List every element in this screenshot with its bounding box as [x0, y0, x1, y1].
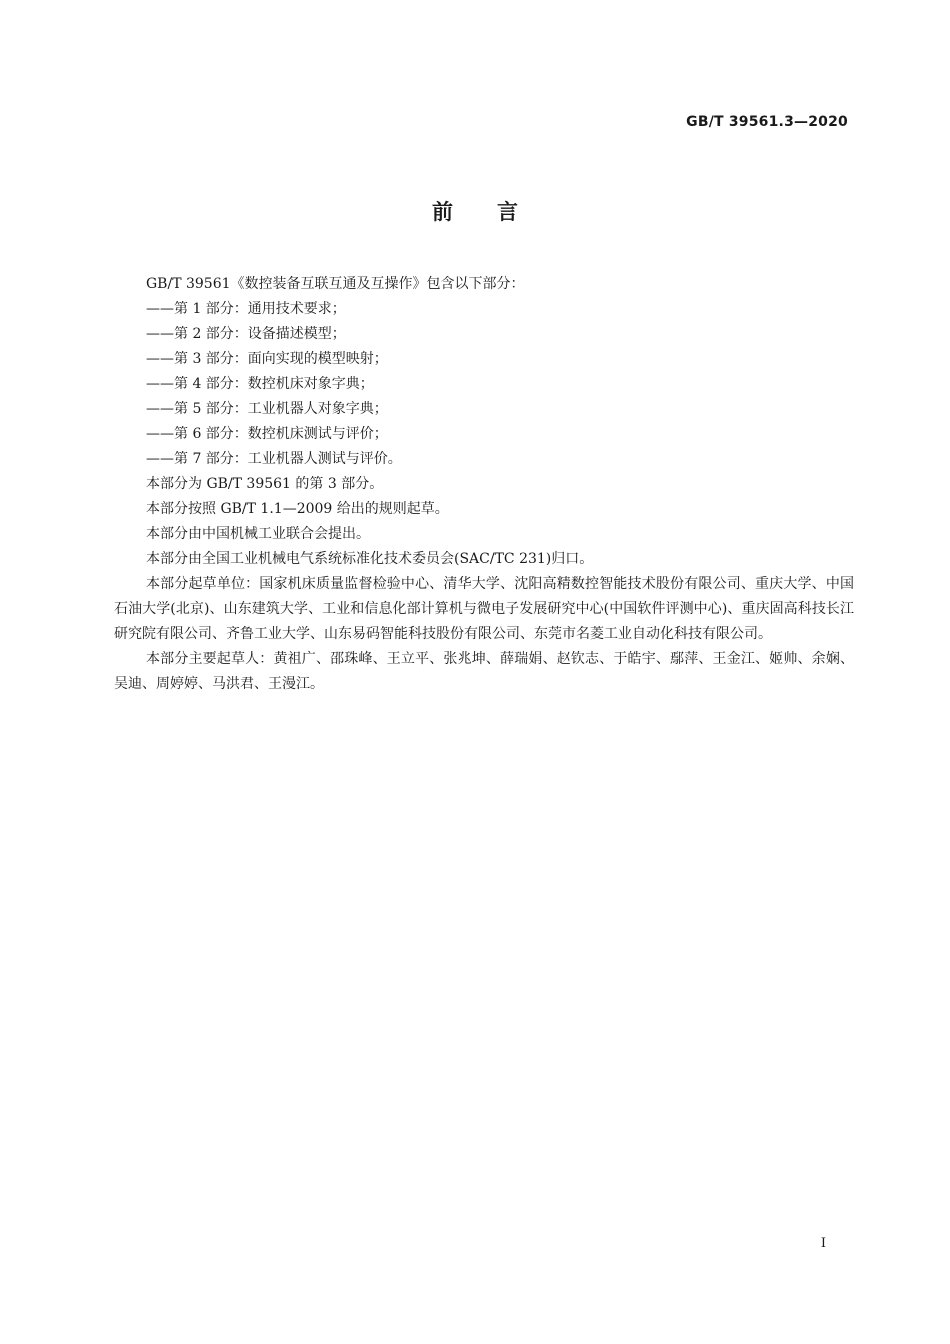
standard-code: GB/T 39561.3—2020	[686, 114, 848, 130]
jurisdiction-paragraph: 本部分由全国工业机械电气系统标准化技术委员会(SAC/TC 231)归口。	[146, 551, 594, 567]
part-list-item: ——第 4 部分：数控机床对象字典；	[146, 376, 374, 392]
intro-paragraph: GB/T 39561《数控装备互联互通及互操作》包含以下部分：	[146, 276, 525, 292]
part-list-item: ——第 5 部分：工业机器人对象字典；	[146, 401, 388, 417]
page-number: I	[820, 1236, 826, 1251]
proposed-by-paragraph: 本部分由中国机械工业联合会提出。	[146, 526, 370, 542]
part-list-item: ——第 6 部分：数控机床测试与评价；	[146, 426, 388, 442]
part-list-item: ——第 3 部分：面向实现的模型映射；	[146, 351, 388, 367]
drafting-rules-paragraph: 本部分按照 GB/T 1.1—2009 给出的规则起草。	[146, 501, 449, 517]
part-list-item: ——第 2 部分：设备描述模型；	[146, 326, 346, 342]
part-of-paragraph: 本部分为 GB/T 39561 的第 3 部分。	[146, 476, 384, 492]
part-list-item: ——第 7 部分：工业机器人测试与评价。	[146, 451, 402, 467]
part-list-item: ——第 1 部分：通用技术要求；	[146, 301, 346, 317]
page-title: 前言	[432, 200, 562, 224]
drafting-units-paragraph: 本部分起草单位：国家机床质量监督检验中心、清华大学、沈阳高精数控智能技术股份有限公司、重庆大学、中国石油大学(北京)、山东建筑大学、工业和信息化部计算机与微电子发展研究中心(中国软件评测中心)、重庆固高科技长江研究院有限公司、齐鲁工业大学、山东易码智能科技股份有限公司、东莞市名菱工业自动化科技有限公司。	[114, 576, 854, 642]
main-drafters-paragraph: 本部分主要起草人：黄祖广、邵珠峰、王立平、张兆坤、薛瑞娟、赵钦志、于皓宇、鄢萍、王金江、姬帅、余娴、吴迪、周婷婷、马洪君、王漫江。	[114, 651, 854, 692]
document-body	[114, 272, 854, 697]
